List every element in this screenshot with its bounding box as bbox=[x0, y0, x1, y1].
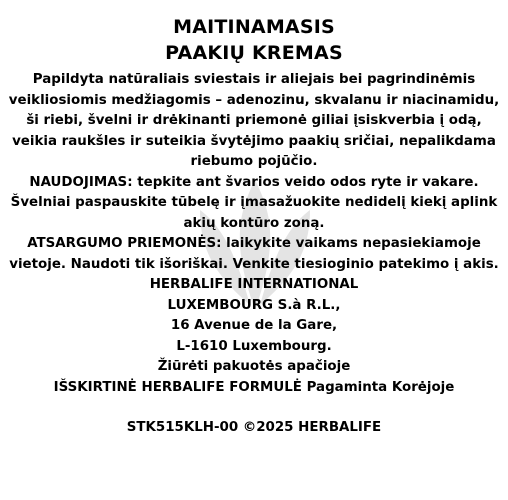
product-title bbox=[0, 14, 508, 66]
company-city: L-1610 Luxembourg. bbox=[176, 338, 332, 354]
company-entity: LUXEMBOURG S.à R.L., bbox=[167, 297, 341, 313]
usage-instructions: NAUDOJIMAS: tepkite ant švarios veido odos ryte ir vakare. Švelniai paspauskite tūbelę ir įmasažuokite nedidelį kiekį aplink akių kontūro zoną. bbox=[10, 174, 498, 231]
label-body bbox=[0, 70, 508, 439]
title-line-2: PAAKIŲ KREMAS bbox=[165, 42, 343, 64]
company-street: 16 Avenue de la Gare, bbox=[170, 318, 338, 333]
product-description: Papildyta natūraliais sviestais ir aliejais bei pagrindinėmis veikliosiomis medžiagomis – adenozinu, skvalanu ir niacinamidu, ši riebi, švelni ir drėkinanti priemonė giliai įsiskverbia į odą, veikia raukšles ir suteikia švytėjimo paakių sričiai, nepalikdama riebumo pojūčio. bbox=[8, 72, 500, 169]
product-code: STK515KLH-00 ©2025 HERBALIFE bbox=[126, 420, 382, 435]
origin-line: IŠSKIRTINĖ HERBALIFE FORMULĖ Pagaminta Korėjoje bbox=[53, 379, 455, 395]
spacer bbox=[2, 398, 506, 418]
precautions: ATSARGUMO PRIEMONĖS: laikykite vaikams nepasiekiamoje vietoje. Naudoti tik išoriškai. Venkite tiesioginio patekimo į akis. bbox=[9, 236, 499, 272]
title-line-1: MAITINAMASIS bbox=[173, 16, 335, 38]
company-name: HERBALIFE INTERNATIONAL bbox=[149, 277, 359, 292]
see-packaging-note: Žiūrėti pakuotės apačioje bbox=[157, 359, 351, 374]
